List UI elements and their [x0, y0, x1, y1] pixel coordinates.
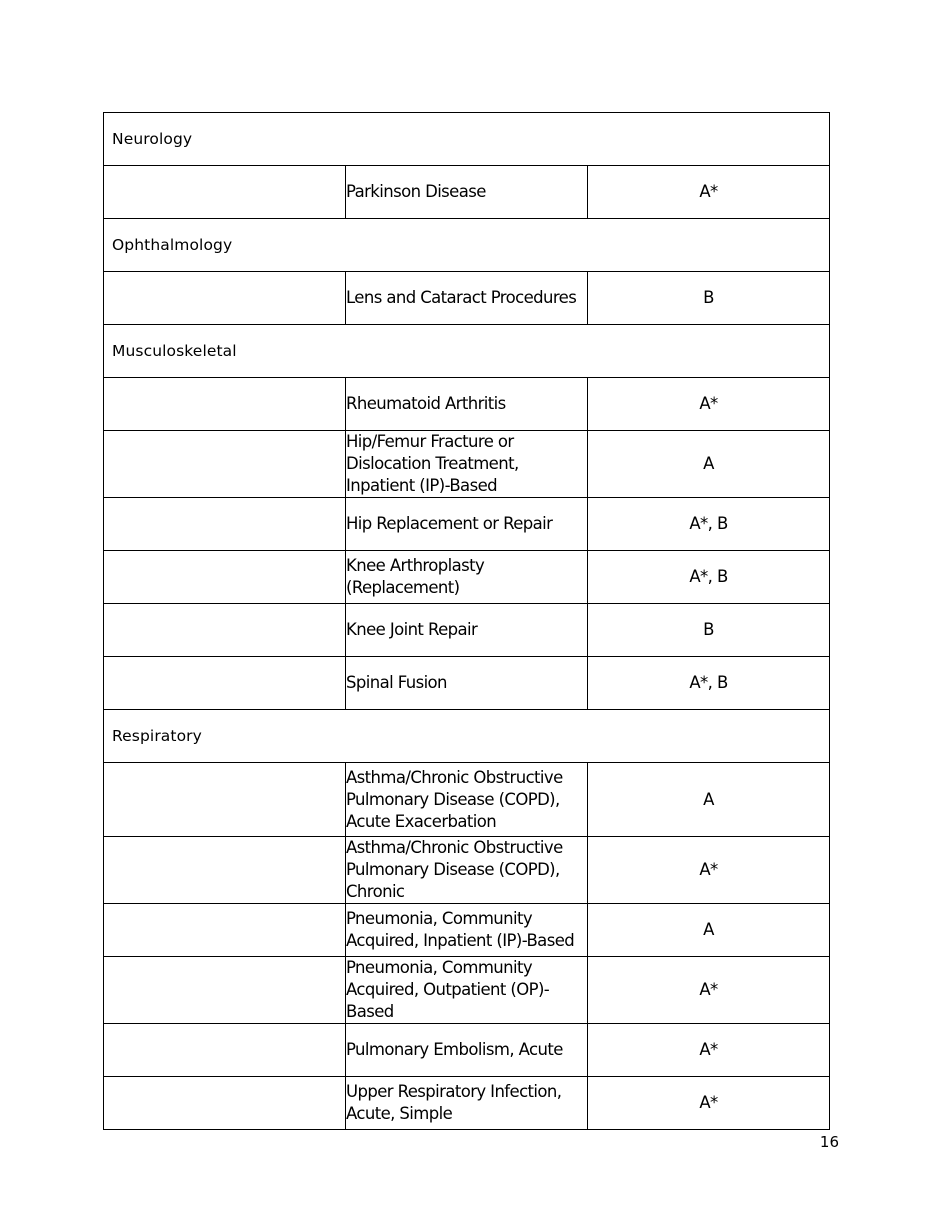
rating-cell: A — [588, 431, 830, 498]
table-row — [104, 904, 830, 957]
rating-cell: B — [588, 604, 830, 657]
table-row — [104, 1024, 830, 1077]
section-title: Neurology — [104, 113, 830, 166]
blank-cell — [104, 498, 346, 551]
rating-cell: A* — [588, 166, 830, 219]
condition-cell: Pulmonary Embolism, Acute — [346, 1024, 588, 1077]
section-header-row — [104, 113, 830, 166]
table-row — [104, 498, 830, 551]
table-row — [104, 837, 830, 904]
condition-cell: Hip Replacement or Repair — [346, 498, 588, 551]
rating-cell: A* — [588, 957, 830, 1024]
rating-cell: B — [588, 272, 830, 325]
condition-cell: Knee Arthroplasty (Replacement) — [346, 551, 588, 604]
blank-cell — [104, 657, 346, 710]
condition-cell: Pneumonia, Community Acquired, Inpatient (IP)-Based — [346, 904, 588, 957]
blank-cell — [104, 837, 346, 904]
rating-cell: A* — [588, 378, 830, 431]
page-number: 16 — [819, 1133, 839, 1151]
condition-cell: Hip/Femur Fracture or Dislocation Treatment, Inpatient (IP)-Based — [346, 431, 588, 498]
rating-cell: A — [588, 763, 830, 837]
condition-cell: Knee Joint Repair — [346, 604, 588, 657]
section-title: Respiratory — [104, 710, 830, 763]
rating-cell: A*, B — [588, 498, 830, 551]
blank-cell — [104, 763, 346, 837]
rating-cell: A — [588, 904, 830, 957]
blank-cell — [104, 166, 346, 219]
blank-cell — [104, 272, 346, 325]
rating-cell: A*, B — [588, 657, 830, 710]
blank-cell — [104, 378, 346, 431]
blank-cell — [104, 1077, 346, 1130]
condition-cell: Spinal Fusion — [346, 657, 588, 710]
condition-cell: Upper Respiratory Infection, Acute, Simple — [346, 1077, 588, 1130]
blank-cell — [104, 1024, 346, 1077]
table-row — [104, 551, 830, 604]
condition-cell: Rheumatoid Arthritis — [346, 378, 588, 431]
table-row — [104, 1077, 830, 1130]
blank-cell — [104, 551, 346, 604]
condition-cell: Lens and Cataract Procedures — [346, 272, 588, 325]
table-row — [104, 272, 830, 325]
section-header-row — [104, 710, 830, 763]
blank-cell — [104, 957, 346, 1024]
section-title: Musculoskeletal — [104, 325, 830, 378]
condition-rating-table — [103, 112, 830, 1130]
condition-cell: Pneumonia, Community Acquired, Outpatient (OP)-Based — [346, 957, 588, 1024]
section-header-row — [104, 219, 830, 272]
blank-cell — [104, 604, 346, 657]
table-row — [104, 957, 830, 1024]
section-header-row — [104, 325, 830, 378]
blank-cell — [104, 431, 346, 498]
table-row — [104, 763, 830, 837]
blank-cell — [104, 904, 346, 957]
table-row — [104, 431, 830, 498]
rating-cell: A* — [588, 1024, 830, 1077]
table-row — [104, 378, 830, 431]
condition-cell: Asthma/Chronic Obstructive Pulmonary Disease (COPD), Acute Exacerbation — [346, 763, 588, 837]
condition-cell: Parkinson Disease — [346, 166, 588, 219]
rating-cell: A*, B — [588, 551, 830, 604]
table-row — [104, 657, 830, 710]
table-row — [104, 166, 830, 219]
condition-cell: Asthma/Chronic Obstructive Pulmonary Disease (COPD), Chronic — [346, 837, 588, 904]
section-title: Ophthalmology — [104, 219, 830, 272]
rating-cell: A* — [588, 1077, 830, 1130]
rating-cell: A* — [588, 837, 830, 904]
table-row — [104, 604, 830, 657]
